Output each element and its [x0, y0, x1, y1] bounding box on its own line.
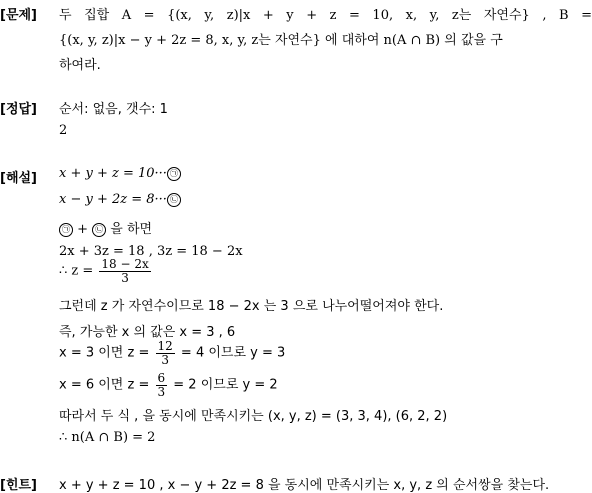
combine-text: 을 하면: [106, 222, 153, 237]
problem-line-3: 하여라.: [59, 58, 101, 73]
case2-denominator: 3: [157, 384, 166, 399]
case2-numerator: 6: [157, 371, 166, 385]
solution-eq2: [59, 192, 181, 207]
solution-case-1: [59, 340, 285, 366]
eq1-text: x + y + z = 10···: [59, 166, 167, 181]
case1-post: = 4 이므로 y = 3: [180, 345, 286, 361]
fraction-numerator: 18 − 2x: [101, 257, 149, 271]
solution-sum: 2x + 3z = 18 , 3z = 18 − 2x: [59, 244, 243, 259]
solution-possible-x: 즉, 가능한 x 의 값은 x = 3 , 6: [59, 325, 236, 340]
solution-conclusion: 따라서 두 식 , 을 동시에 만족시키는 (x, y, z) = (3, 3, 4), (6, 2, 2): [59, 409, 448, 424]
hint-label: [힌트]: [0, 478, 37, 493]
fraction: [99, 258, 150, 284]
case2-fraction: [156, 372, 168, 398]
fraction-denominator: 3: [121, 270, 129, 285]
circle-mark-1-icon: ㉠: [59, 223, 73, 237]
solution-z-fraction: [59, 258, 153, 284]
case1-pre: x = 3 이면 z =: [59, 345, 150, 361]
problem-line-1: 두 집합 A = {(x, y, z)|x + y + z = 10, x, y, z는 자연수} , B =: [59, 8, 592, 23]
solution-reason: 그런데 z 가 자연수이므로 18 − 2x 는 3 으로 나누어떨어져야 한다.: [59, 299, 444, 314]
case1-denominator: 3: [161, 352, 169, 367]
combine-operator: +: [73, 222, 93, 237]
answer-order-count: 순서: 없음, 갯수: 1: [59, 102, 168, 117]
case1-fraction: [156, 340, 175, 366]
answer-label: [정답]: [0, 102, 37, 117]
solution-label: [해설]: [0, 171, 37, 186]
problem-line-2: {(x, y, z)|x − y + 2z = 8, x, y, z는 자연수} 에 대하여 n(A ∩ B) 의 값을 구: [59, 33, 503, 48]
hint-text: x + y + z = 10 , x − y + 2z = 8 을 동시에 만족시키는 x, y, z 의 순서쌍을 찾는다.: [59, 478, 550, 493]
solution-eq1: [59, 166, 181, 181]
solution-final: ∴ n(A ∩ B) = 2: [59, 430, 156, 445]
solution-case-2: [59, 372, 278, 398]
answer-value: 2: [59, 123, 68, 138]
case2-pre: x = 6 이면 z =: [59, 377, 150, 393]
eq2-text: x − y + 2z = 8···: [59, 192, 167, 207]
therefore-z: ∴ z =: [59, 263, 94, 279]
circle-mark-1-icon: ㉠: [167, 167, 181, 181]
case1-numerator: 12: [157, 339, 173, 353]
problem-label: [문제]: [0, 8, 37, 23]
circle-mark-2-icon: ㉡: [92, 223, 106, 237]
case2-post: = 2 이므로 y = 2: [173, 377, 278, 393]
circle-mark-2-icon: ㉡: [167, 193, 181, 207]
solution-combine: [59, 218, 152, 237]
